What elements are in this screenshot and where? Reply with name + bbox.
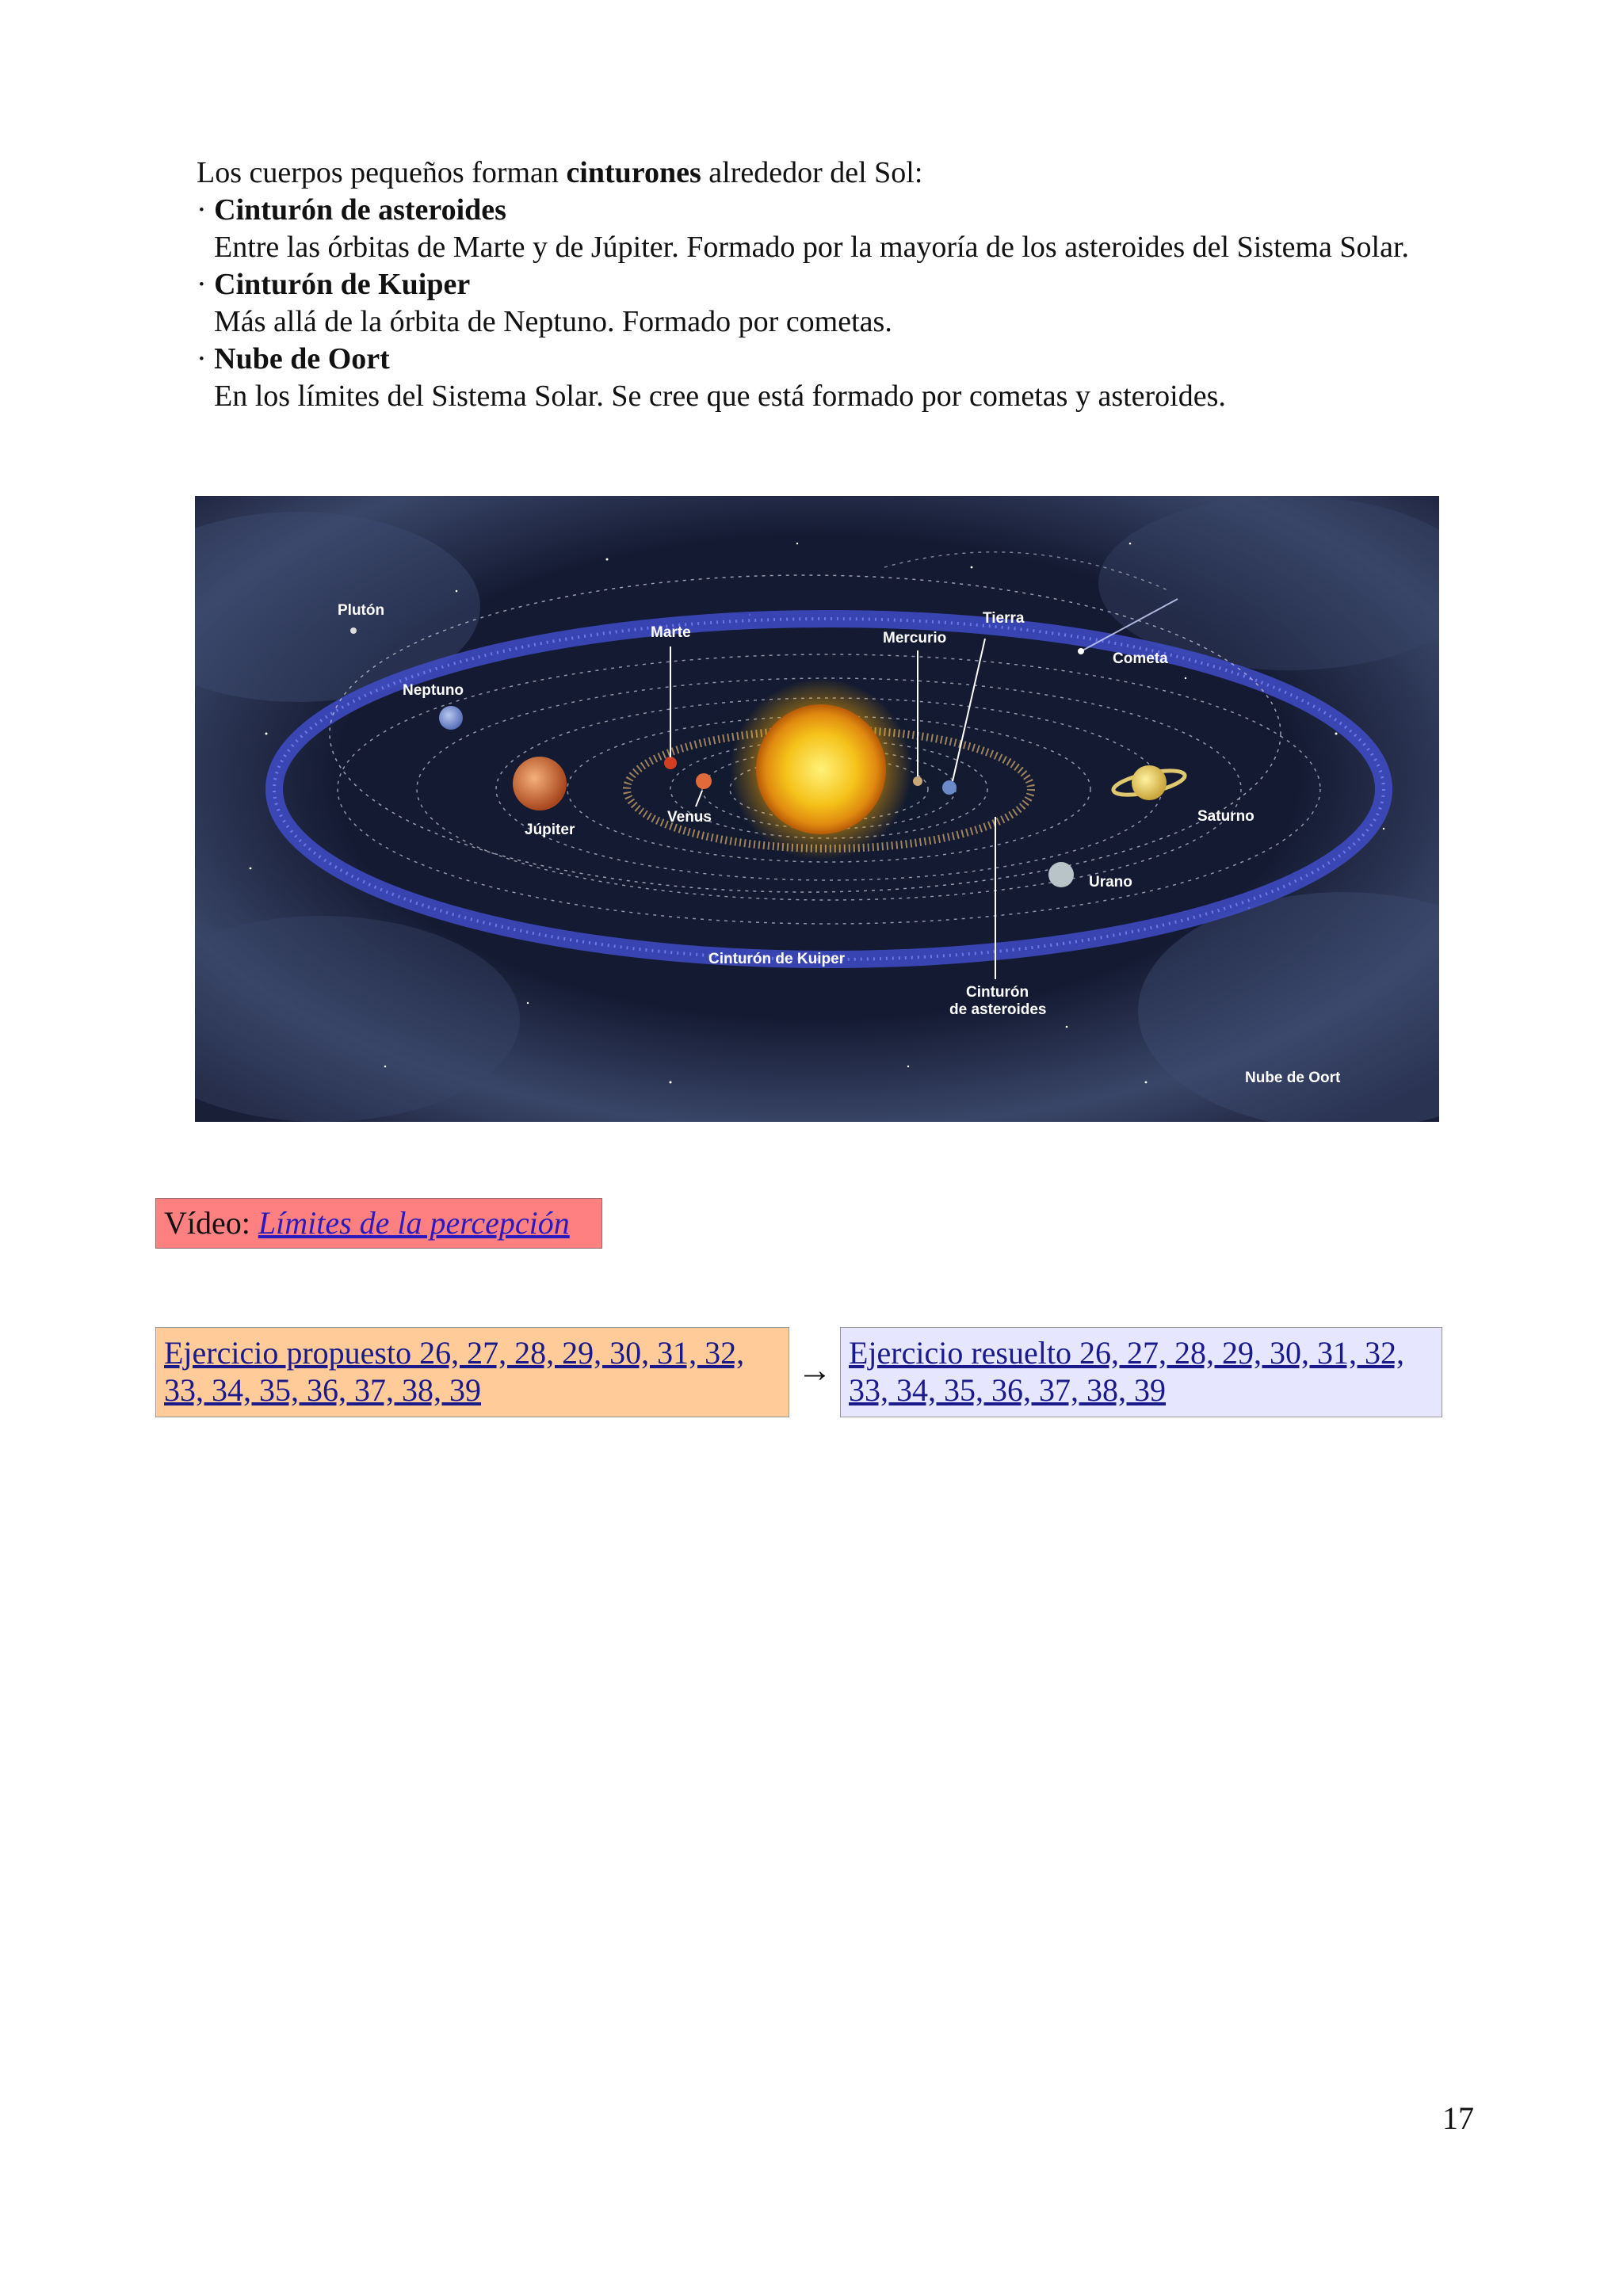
sun xyxy=(756,704,886,834)
label-neptuno: Neptuno xyxy=(403,682,464,699)
label-cinturon-asteroides-1: Cinturón xyxy=(966,984,1029,1001)
belt-kuiper-title: · Cinturón de Kuiper xyxy=(197,268,471,301)
label-urano: Urano xyxy=(1089,874,1132,891)
solved-exercises-box xyxy=(840,1327,1442,1417)
label-jupiter: Júpiter xyxy=(525,822,575,838)
belts-text xyxy=(197,154,1449,415)
proposed-exercises-link[interactable]: Ejercicio propuesto 26, 27, 28, 29, 30, 31, 32, 33, 34, 35, 36, 37, 38, 39 xyxy=(164,1335,745,1408)
label-saturno: Saturno xyxy=(1197,808,1254,825)
mercury-planet xyxy=(913,776,922,786)
jupiter-planet xyxy=(513,757,567,810)
label-cinturon-kuiper: Cinturón de Kuiper xyxy=(708,951,846,967)
label-pluton: Plutón xyxy=(338,602,385,619)
solar-system-illustration xyxy=(195,496,1439,1122)
venus-planet xyxy=(696,773,712,789)
belt-asteroids-title: · Cinturón de asteroides xyxy=(197,193,506,227)
label-cinturon-asteroides-2: de asteroides xyxy=(949,1001,1047,1018)
pluto-planet xyxy=(350,627,357,634)
mars-planet xyxy=(664,757,677,769)
page-number: 17 xyxy=(1442,2100,1474,2136)
video-link[interactable]: Límites de la percepción xyxy=(258,1205,570,1241)
video-box xyxy=(155,1198,602,1249)
uranus-planet xyxy=(1048,862,1074,887)
comet xyxy=(1078,648,1084,654)
label-marte: Marte xyxy=(651,624,691,641)
label-cometa: Cometa xyxy=(1113,650,1168,667)
solved-exercises-link[interactable]: Ejercicio resuelto 26, 27, 28, 29, 30, 31, 32, 33, 34, 35, 36, 37, 38, 39 xyxy=(849,1335,1404,1408)
label-venus: Venus xyxy=(667,809,712,826)
arrow-icon: → xyxy=(797,1351,832,1390)
label-nube-oort: Nube de Oort xyxy=(1245,1070,1341,1086)
earth-planet xyxy=(942,780,957,795)
belt-oort-description: En los límites del Sistema Solar. Se cree que está formado por cometas y asteroides. xyxy=(214,379,1226,413)
neptune-planet xyxy=(439,706,463,730)
belt-kuiper-description: Más allá de la órbita de Neptuno. Formado por cometas. xyxy=(214,305,892,338)
intro-paragraph: Los cuerpos pequeños forman cinturones alrededor del Sol: xyxy=(197,156,923,189)
solar-system-figure xyxy=(195,496,1439,1122)
belt-oort-title: · Nube de Oort xyxy=(197,342,390,376)
proposed-exercises-box xyxy=(155,1327,789,1417)
label-mercurio: Mercurio xyxy=(883,630,947,646)
video-prefix: Vídeo: xyxy=(164,1205,258,1241)
label-tierra: Tierra xyxy=(983,610,1025,627)
belt-asteroids-description: Entre las órbitas de Marte y de Júpiter. Formado por la mayoría de los asteroides del Sistema Solar. xyxy=(214,231,1410,264)
